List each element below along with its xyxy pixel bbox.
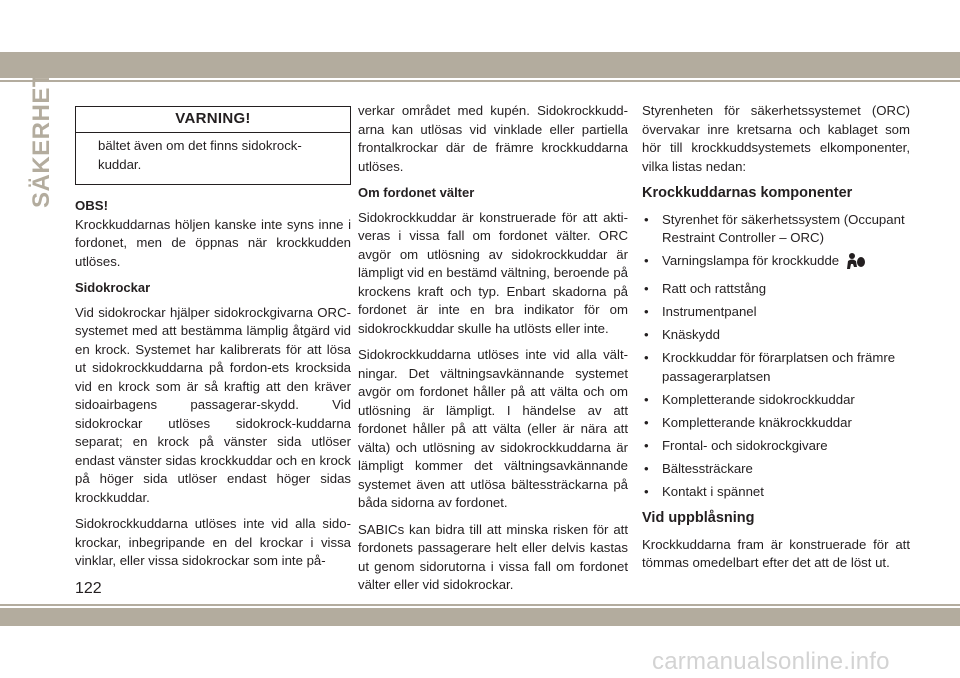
paragraph: Vid sidokrockar hjälper sidokrockgivarna ORC-systemet med att bestämma lämplig åtgärd vid en krock. Systemet har kalibrerats för att lösa ut sidokrockkuddarna på fordon-ets krocksida vid en krock som är så kraftig att den kräver sidoairbagens passagerar-skydd. Vid sidokrockar utlöses sidokrock-kuddarna separat; en krock på vänster sida utlöser endast vänster sidas krockkuddar och en krock på höger sida utlöser endast höger sidas krockkuddar. <box>75 304 351 505</box>
page-number: 122 <box>75 580 102 597</box>
components-list <box>642 211 910 502</box>
components-heading: Krockkuddarnas komponenter <box>642 185 853 201</box>
list-item: • Krockkuddar för förarplatsen och främre passagerarplatsen <box>642 349 910 386</box>
sidokrockar-heading: Sidokrockar <box>75 280 151 295</box>
paragraph: verkar området med kupén. Sidokrockkudd-arna kan utlösas vid vinklade eller partiella frontalkrockar där de främre krockkuddarna utlöses. <box>358 103 628 174</box>
warning-text: bältet även om det finns sidokrock-kuddar. <box>98 138 302 172</box>
list-item: • Ratt och rattstång <box>642 280 910 299</box>
header-band <box>0 52 960 78</box>
header-rule <box>0 80 960 82</box>
footer-band <box>0 608 960 626</box>
paragraph: Sidokrockkuddarna utlöses inte vid alla vält-ningar. Det vältningsavkännande systemet avgör om fordonet håller på att välta och om utlösning är lämpligt. I händelse av att fordonet håller på att välta (eller är nära att välta) och utlösning av sidokrockkuddarna är lämpligt kommer det vältningsavkännande systemet även att utlösa bältessträckarna på båda sidorna av fordonet. <box>358 347 628 510</box>
list-item: • Bältessträckare <box>642 460 910 479</box>
warning-box <box>75 106 351 185</box>
watermark: carmanualsonline.info <box>652 648 890 675</box>
warning-title: VARNING! <box>76 107 350 133</box>
list-item: • Instrumentpanel <box>642 303 910 322</box>
paragraph: Krockkuddarna fram är konstruerade för att tömmas omedelbart efter det att de löst ut. <box>642 536 910 570</box>
list-item: • Varningslampa för krockkudde <box>642 252 910 276</box>
obs-text: Krockkuddarnas höljen kanske inte syns inne i fordonet, men de öppnas när krockkudden utlöses. <box>75 216 351 269</box>
airbag-warning-icon <box>845 252 867 276</box>
column-2 <box>358 102 628 603</box>
inflation-heading: Vid uppblåsning <box>642 510 755 526</box>
paragraph: Sidokrockkuddarna utlöses inte vid alla sido-krockar, inbegripande en del krockar i vissa vinklar, eller vissa sidokrockar som inte på- <box>75 516 351 568</box>
column-1 <box>75 102 351 579</box>
column-3 <box>642 102 910 581</box>
paragraph: SABICs kan bidra till att minska risken för att fordonets passagerare helt eller delvis kastas ut genom sidorutorna i vissa fall om fordonet välter eller vid sidokrockar. <box>358 521 628 592</box>
list-item: • Frontal- och sidokrockgivare <box>642 437 910 456</box>
section-label: SÄKERHET <box>28 71 55 208</box>
list-item: • Knäskydd <box>642 326 910 345</box>
list-item: • Kompletterande knäkrockkuddar <box>642 414 910 433</box>
obs-title: OBS! <box>75 198 108 213</box>
footer-rule <box>0 604 960 606</box>
list-item: • Styrenhet för säkerhetssystem (Occupant Restraint Controller – ORC) <box>642 211 910 248</box>
list-item: • Kontakt i spännet <box>642 483 910 502</box>
list-item: • Kompletterande sidokrockkuddar <box>642 391 910 410</box>
rollover-heading: Om fordonet välter <box>358 185 475 200</box>
paragraph: Styrenheten för säkerhetssystemet (ORC) övervakar inre kretsarna och kablaget som hör till krockkuddsystemets elkomponenter, vilka listas nedan: <box>642 103 910 174</box>
paragraph: Sidokrockkuddar är konstruerade för att akti-veras i vissa fall om fordonet välter. ORC avgör om utlösning av sidokrockkuddar är lämpligt vid en bestämd vältning, beroende på krockens kraft och typ. Enbart skadorna på fordonet är inte en bra indikator för om sidokrockkuddar skulle ha utlösts eller inte. <box>358 209 628 336</box>
